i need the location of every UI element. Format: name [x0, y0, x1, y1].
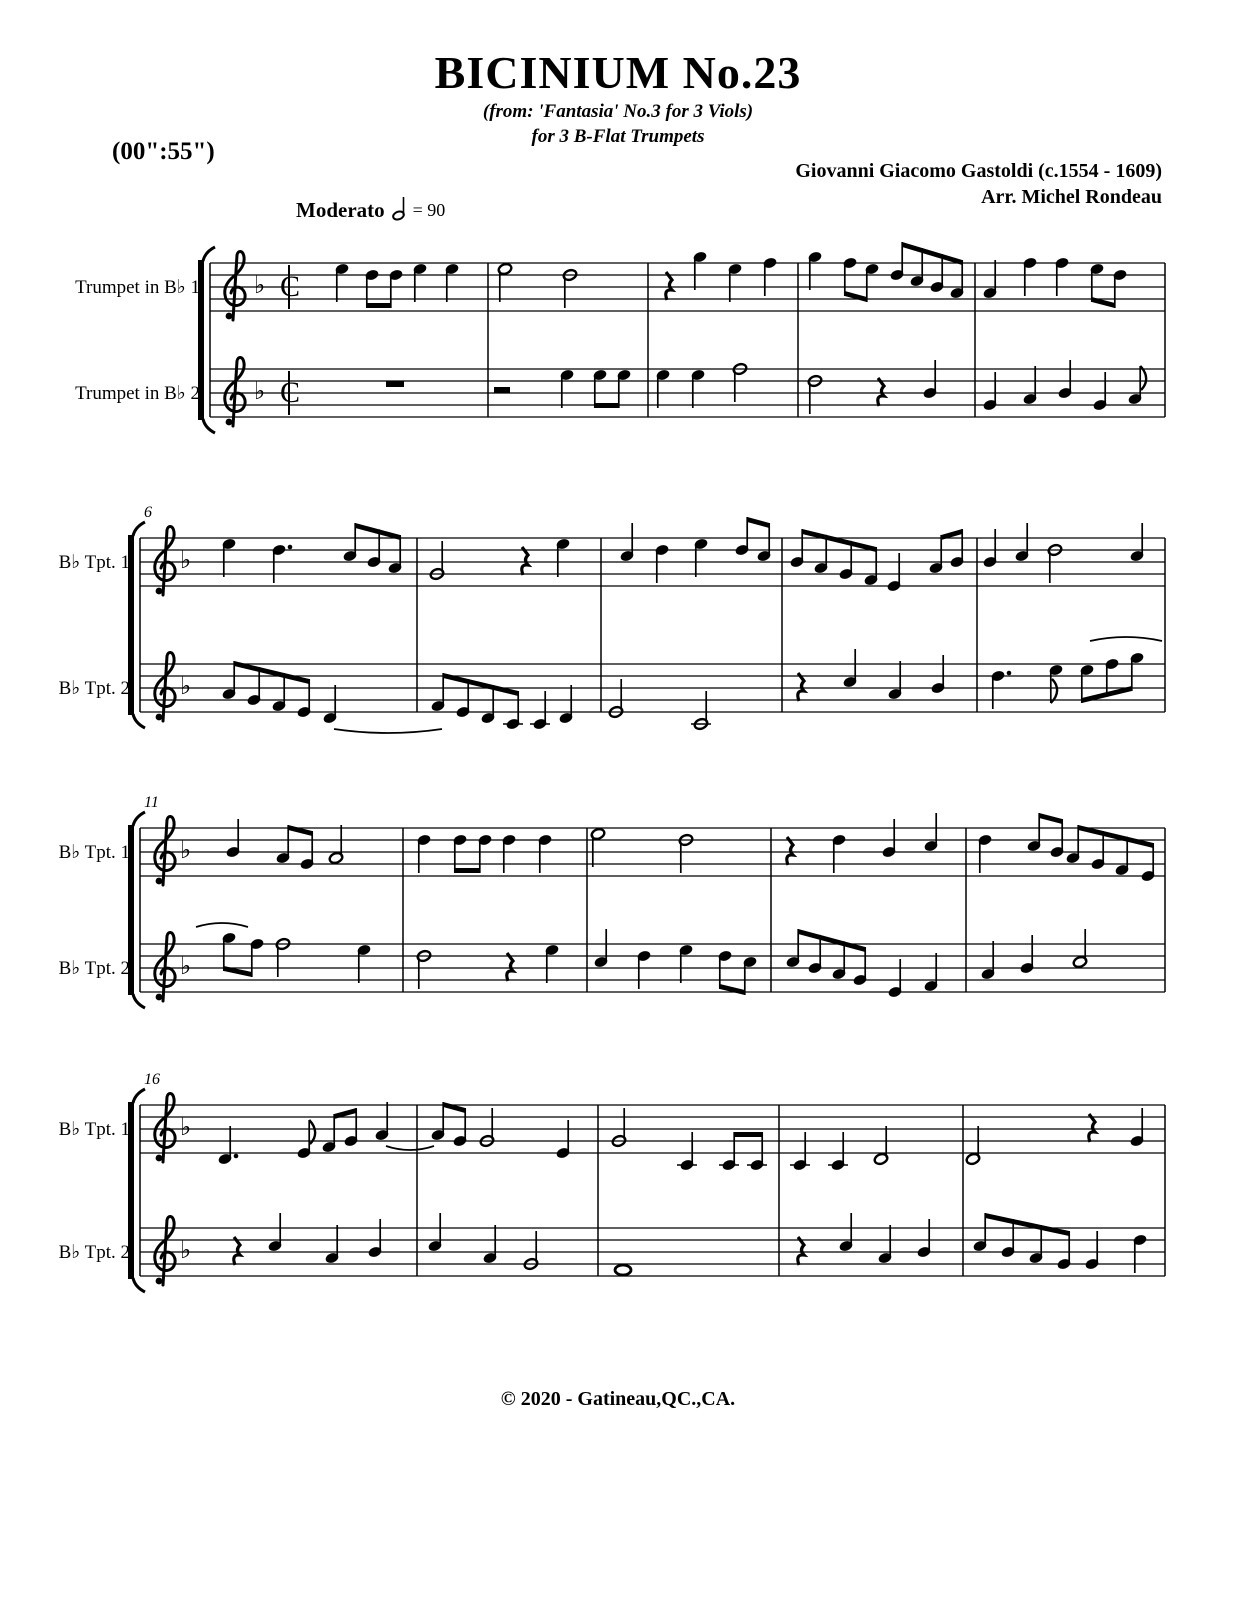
svg-text:♭: ♭: [180, 672, 192, 700]
tempo-word: Moderato: [296, 198, 385, 222]
tempo-value: = 90: [412, 200, 446, 220]
piece-subtitle: (from: 'Fantasia' No.3 for 3 Viols): [482, 101, 754, 122]
staff-4-1: [140, 1093, 1165, 1171]
arranger-credit: Arr. Michel Rondeau: [981, 186, 1162, 208]
staff-1-2: [210, 357, 1165, 426]
svg-text:♭: ♭: [180, 836, 192, 864]
staff-label-trumpet2: Trumpet in B♭ 2: [75, 383, 200, 404]
duration-marking: (00":55"): [112, 138, 215, 165]
staff-label-tpt2-sys2: B♭ Tpt. 2: [58, 678, 130, 699]
svg-text:♭: ♭: [180, 952, 192, 980]
staff-label-tpt1-sys2: B♭ Tpt. 1: [58, 552, 130, 573]
staff-2-1: [140, 517, 1165, 595]
svg-text:♭: ♭: [180, 1113, 192, 1141]
svg-text:C: C: [280, 270, 301, 303]
staff-label-tpt1-sys3: B♭ Tpt. 1: [58, 842, 130, 863]
piece-scoring: for 3 B-Flat Trumpets: [531, 126, 705, 147]
piece-title: BICINIUM No.23: [434, 47, 802, 98]
music-system-3: [128, 812, 1165, 1008]
svg-text:♭: ♭: [180, 546, 192, 574]
composer-credit: Giovanni Giacomo Gastoldi (c.1554 - 1609): [795, 160, 1162, 182]
staff-2-2: [140, 637, 1165, 733]
music-system-2: [128, 517, 1165, 733]
measure-number-16: 16: [144, 1071, 160, 1088]
staff-label-trumpet1: Trumpet in B♭ 1: [75, 277, 200, 298]
copyright-line: © 2020 - Gatineau,QC.,CA.: [500, 1388, 736, 1410]
staff-3-1: [140, 813, 1165, 885]
staff-label-tpt2-sys4: B♭ Tpt. 2: [58, 1242, 130, 1263]
music-system-1: [198, 242, 1165, 433]
staff-4-2: [140, 1213, 1165, 1285]
staff-3-2: [140, 923, 1165, 1001]
staff-1-1: [210, 242, 1165, 320]
tempo-marking: [296, 194, 445, 227]
staff-label-tpt1-sys4: B♭ Tpt. 1: [58, 1119, 130, 1140]
half-note-icon: [391, 194, 407, 227]
svg-text:♭: ♭: [254, 271, 266, 299]
measure-number-6: 6: [144, 504, 152, 521]
measure-number-11: 11: [144, 794, 159, 811]
svg-text:C: C: [280, 376, 301, 409]
staff-label-tpt2-sys3: B♭ Tpt. 2: [58, 958, 130, 979]
svg-text:♭: ♭: [254, 377, 266, 405]
music-system-4: [128, 1089, 1165, 1292]
svg-text:♭: ♭: [180, 1236, 192, 1264]
